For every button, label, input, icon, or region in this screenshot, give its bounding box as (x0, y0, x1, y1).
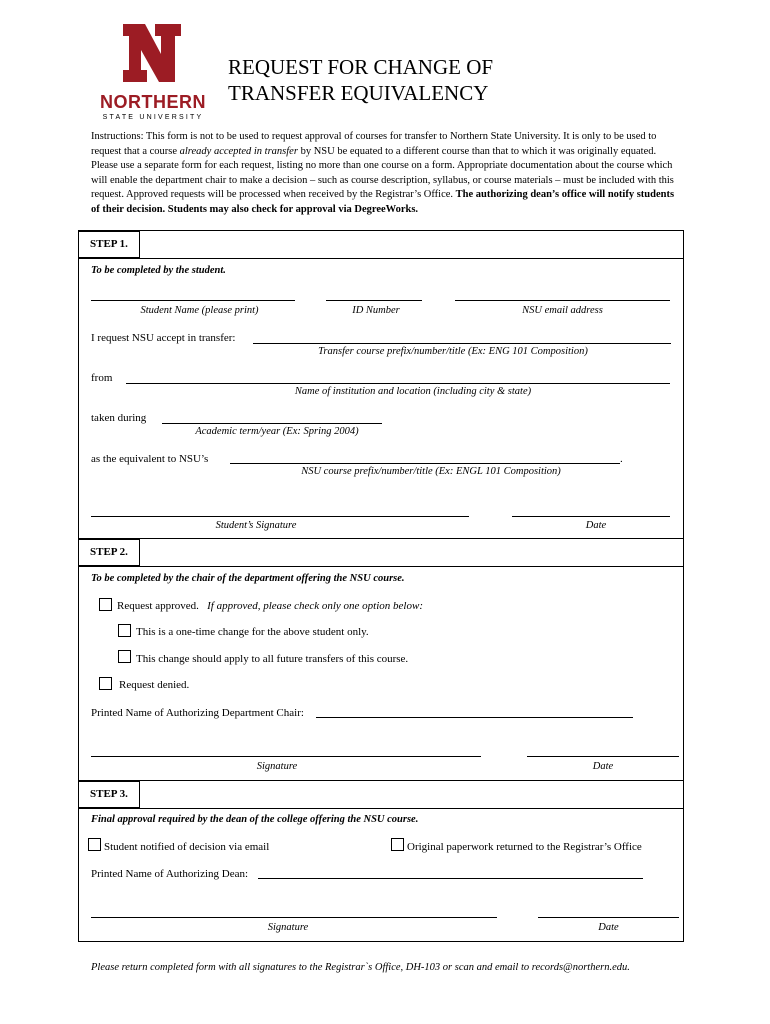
chair-date-field[interactable] (527, 756, 679, 757)
notified-label: Student notified of decision via email (104, 841, 270, 853)
future-label: This change should apply to all future transfers of this course. (136, 653, 409, 665)
id-number-field[interactable] (326, 300, 422, 301)
approved-label: Request approved. If approved, please check only one option below: (117, 600, 423, 612)
denied-label: Request denied. (119, 679, 190, 691)
student-signature-field[interactable] (91, 516, 469, 517)
instructions: Instructions: This form is not to be used to request approval of courses for transfer to Northern State University. It is only to be used to request that a course already accepted in transfer by NSU be equated to a different course than that to which it was originally equated. Please use a separate form for each request, listing no more than one course on a form. Appropriate documentation about the course which will enable the department chair to make a decision – such as course description, syllabus, or course materials – must be included with this request. Approved requests will be processed when received by the Registrar’s Office. The authorizing dean’s office will notify students of their decision. Students may also check for approval via DegreeWorks. (91, 131, 675, 215)
institution-caption: Name of institution and location (including city & state) (294, 386, 532, 397)
step3-subtitle: Final approval required by the dean of the college offering the NSU course. (91, 814, 419, 825)
one-time-checkbox[interactable] (118, 624, 131, 637)
student-date-field[interactable] (512, 516, 670, 517)
dean-signature-field[interactable] (91, 917, 497, 918)
notified-checkbox[interactable] (88, 838, 101, 851)
nsu-course-caption: NSU course prefix/number/title (Ex: ENGL 101 Composition) (301, 466, 561, 477)
chair-name-field[interactable] (316, 717, 633, 718)
chair-signature-caption: Signature (256, 761, 298, 772)
nsu-logo (90, 22, 216, 126)
logo-sub: STATE UNIVERSITY (102, 114, 204, 121)
email-field[interactable] (455, 300, 670, 301)
chair-date-caption: Date (592, 761, 614, 772)
transfer-course-field[interactable] (253, 343, 671, 344)
equiv-label: as the equivalent to NSU’s (91, 453, 209, 465)
logo-name: NORTHERN (100, 92, 206, 112)
page-title: REQUEST FOR CHANGE OF TRANSFER EQUIVALENCY (228, 55, 494, 105)
student-name-caption: Student Name (please print) (140, 305, 259, 316)
student-date-caption: Date (585, 520, 607, 531)
paperwork-checkbox[interactable] (391, 838, 404, 851)
chair-signature-field[interactable] (91, 756, 481, 757)
term-field[interactable] (162, 423, 382, 424)
id-number-caption: ID Number (352, 305, 400, 316)
transfer-course-caption: Transfer course prefix/number/title (Ex: ENG 101 Composition) (318, 346, 588, 357)
taken-label: taken during (91, 412, 147, 424)
institution-field[interactable] (126, 383, 670, 384)
dean-name-label: Printed Name of Authorizing Dean: (91, 868, 249, 880)
one-time-label: This is a one-time change for the above student only. (136, 626, 369, 638)
email-caption: NSU email address (522, 305, 603, 316)
paperwork-label: Original paperwork returned to the Registrar’s Office (407, 841, 642, 853)
future-checkbox[interactable] (118, 650, 131, 663)
nsu-course-field[interactable] (230, 463, 620, 464)
step2-label: STEP 2. (78, 539, 140, 566)
student-name-field[interactable] (91, 300, 295, 301)
n-logo-icon (121, 22, 183, 84)
dean-date-field[interactable] (538, 917, 679, 918)
chair-name-label: Printed Name of Authorizing Department Chair: (91, 707, 304, 719)
step2-subtitle: To be completed by the chair of the department offering the NSU course. (91, 573, 405, 584)
request-label: I request NSU accept in transfer: (91, 332, 236, 344)
approved-checkbox[interactable] (99, 598, 112, 611)
student-signature-caption: Student’s Signature (215, 520, 297, 531)
denied-checkbox[interactable] (99, 677, 112, 690)
footer-note: Please return completed form with all signatures to the Registrar`s Office, DH-103 or scan and email to records@northern.edu. (91, 962, 630, 973)
dean-name-field[interactable] (258, 878, 643, 879)
step1-subtitle: To be completed by the student. (91, 265, 226, 276)
dean-date-caption: Date (598, 922, 619, 933)
term-caption: Academic term/year (Ex: Spring 2004) (195, 426, 359, 437)
step1-label: STEP 1. (78, 231, 140, 258)
step3-label: STEP 3. (78, 781, 140, 808)
dean-signature-caption: Signature (267, 922, 309, 933)
from-label: from (91, 372, 113, 384)
